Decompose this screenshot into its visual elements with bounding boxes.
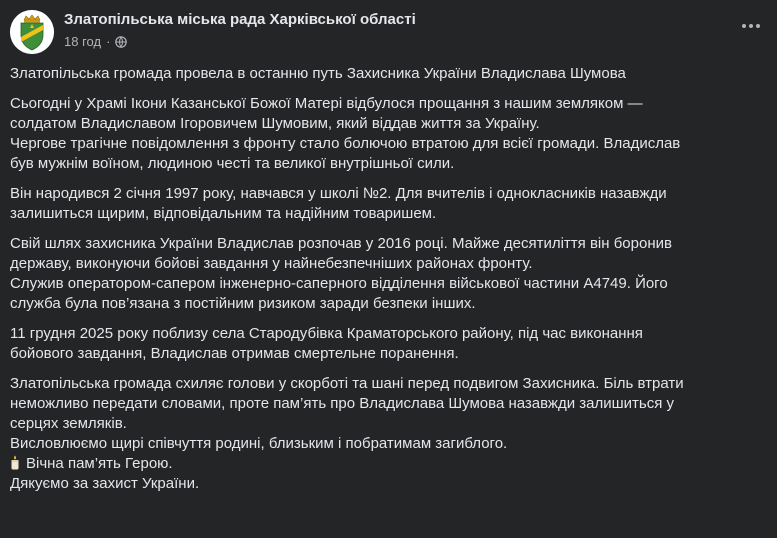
post-body — [10, 64, 770, 494]
post-paragraph — [10, 374, 770, 494]
post-line: бойового завдання, Владислав отримав смертельне поранення. — [10, 345, 459, 362]
post-line: Вічна пам’ять Герою. — [26, 455, 173, 472]
candle-icon — [10, 455, 20, 470]
post-line: серцях земляків. — [10, 415, 127, 432]
post-line: Висловлюємо щирі співчуття родині, близьким і побратимам загиблого. — [10, 435, 508, 452]
post-line: Свій шлях захисника України Владислав розпочав у 2016 році. Майже десятиліття він боронив — [10, 235, 672, 252]
meta-separator: · — [106, 34, 111, 49]
coat-of-arms-icon — [10, 10, 54, 54]
post-header — [10, 10, 765, 54]
page-avatar[interactable] — [10, 10, 54, 54]
post-line: служба була пов’язана з постійним ризиком заради безпеки інших. — [10, 295, 476, 312]
post-meta — [64, 34, 127, 49]
post-paragraph — [10, 234, 770, 314]
post-line: солдатом Владиславом Ігоровичем Шумовим, який віддав життя за Україну. — [10, 115, 540, 132]
post-paragraph — [10, 184, 770, 224]
post-line: Дякуємо за захист України. — [10, 475, 200, 492]
more-options-button[interactable] — [737, 16, 765, 36]
post-line: був мужнім воїном, людиною честі та великої внутрішньої сили. — [10, 155, 455, 172]
more-horizontal-icon — [741, 23, 761, 29]
post-line: залишиться щирим, відповідальним та надійним товаришем. — [10, 205, 437, 222]
post-line: державу, виконуючи бойові завдання у найнебезпечніших районах фронту. — [10, 255, 533, 272]
post-paragraph — [10, 324, 770, 364]
post-line: Служив оператором-сапером інженерно-саперного відділення військової частини А4749. Його — [10, 275, 668, 292]
post-paragraph — [10, 94, 770, 174]
post-line: Чергове трагічне повідомлення з фронту стало болючою втратою для всієї громади. Владислав — [10, 135, 681, 152]
page-name-link[interactable]: Златопільська міська рада Харківської області — [64, 11, 416, 28]
globe-icon — [115, 36, 127, 48]
post-paragraph — [10, 64, 770, 84]
post-line: Златопільська громада схиляє голови у скорботі та шані перед подвигом Захисника. Біль втрати — [10, 375, 684, 392]
post-line-candle — [10, 454, 770, 474]
post-line: неможливо передати словами, проте пам’ять про Владислава Шумова назавжди залишиться у — [10, 395, 674, 412]
post-line: Він народився 2 січня 1997 року, навчався у школі №2. Для вчителів і однокласників назавжди — [10, 185, 667, 202]
post-line: Златопільська громада провела в останню путь Захисника України Владислава Шумова — [10, 65, 626, 82]
post-line: Сьогодні у Храмі Ікони Казанської Божої Матері відбулося прощання з нашим земляком — — [10, 95, 643, 112]
post-timestamp[interactable]: 18 год — [64, 34, 102, 49]
post-line: 11 грудня 2025 року поблизу села Стародубівка Краматорського району, під час виконання — [10, 325, 643, 342]
